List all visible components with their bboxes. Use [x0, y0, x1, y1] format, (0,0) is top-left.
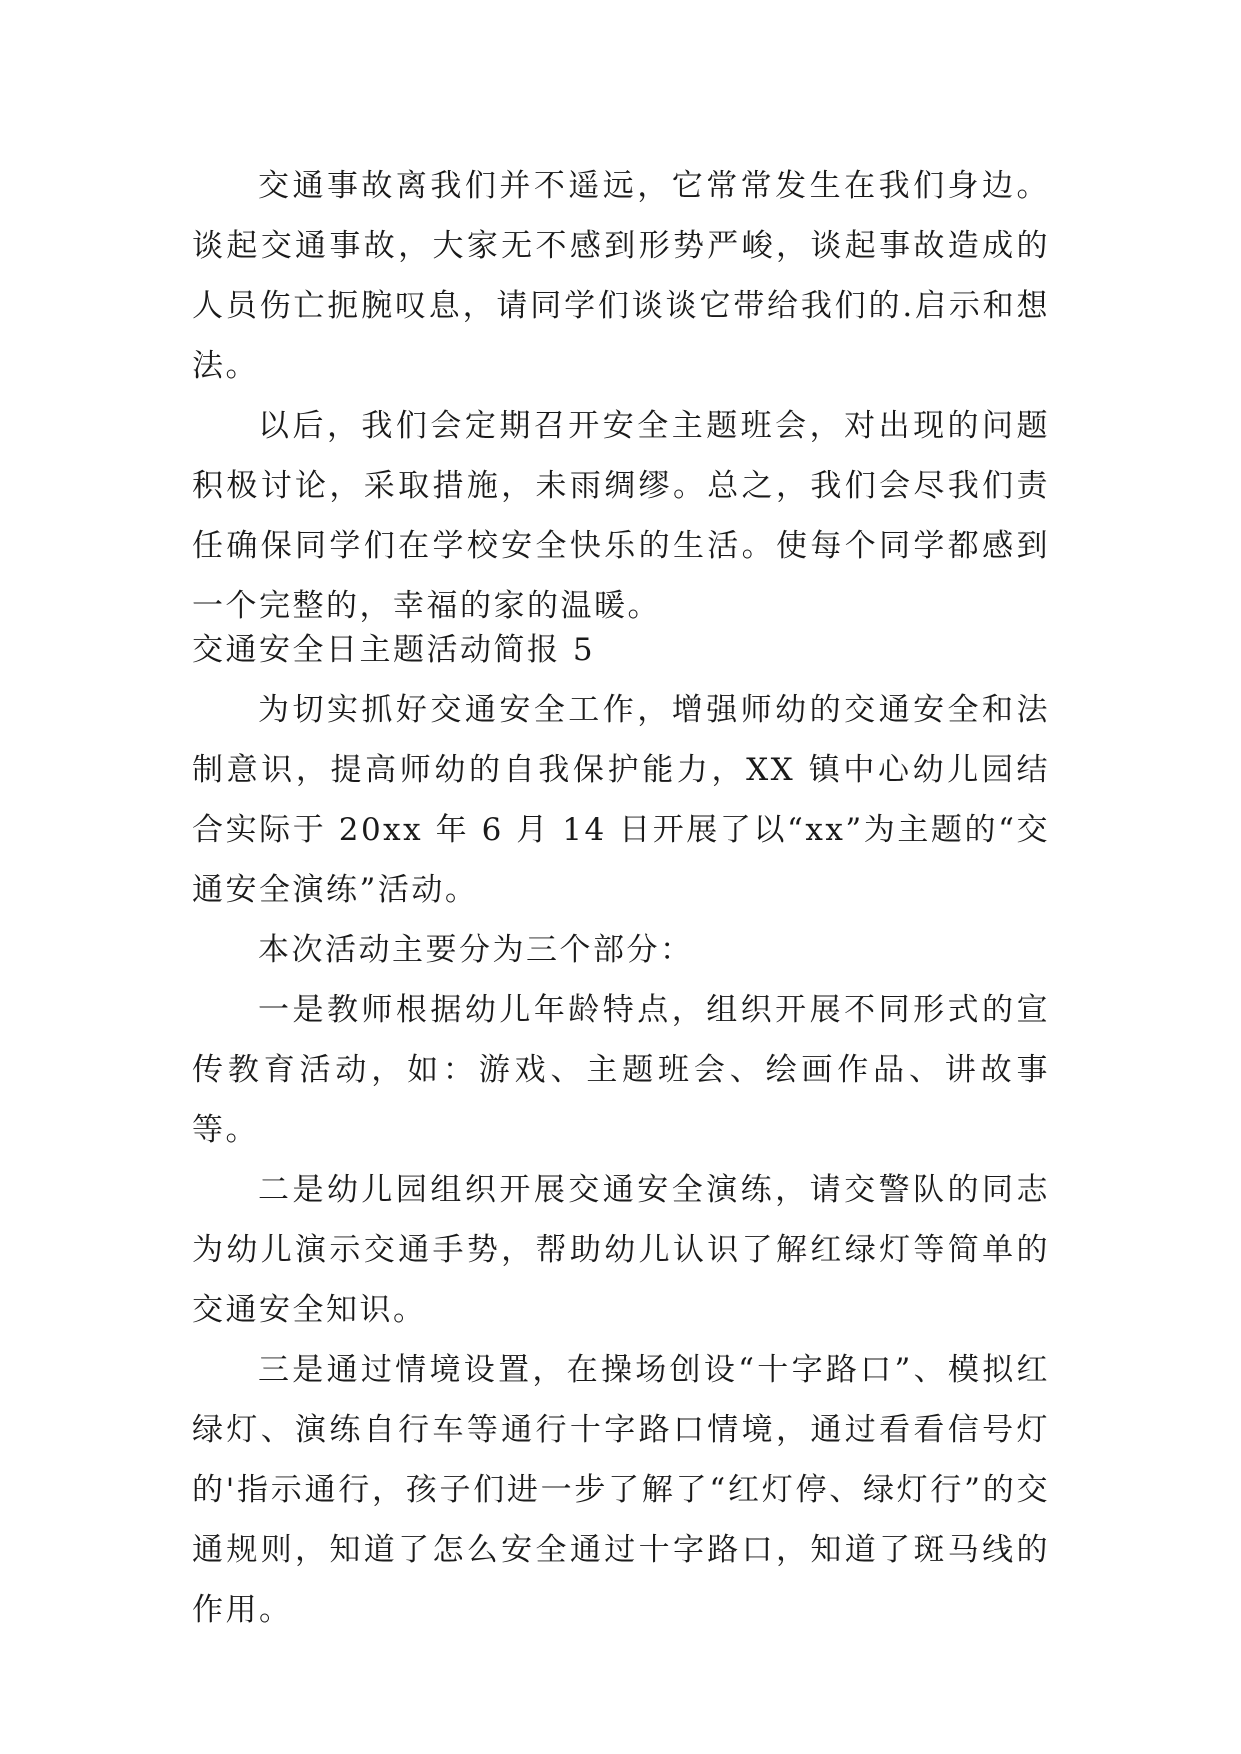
- paragraph-part-three: 三是通过情境设置，在操场创设“十字路口”、模拟红绿灯、演练自行车等通行十字路口情境，通过看看信号灯的'指示通行，孩子们进一步了解了“红灯停、绿灯行”的交通规则，知道了怎么安全通过十字路口，知道了斑马线的作用。: [192, 1352, 1050, 1628]
- section-previous-content: [192, 156, 1050, 636]
- paragraph-part-two: 二是幼儿园组织开展交通安全演练，请交警队的同志为幼儿演示交通手势，帮助幼儿认识了解红绿灯等简单的交通安全知识。: [192, 1172, 1050, 1328]
- paragraph-activity-parts: 本次活动主要分为三个部分：: [258, 932, 694, 968]
- section-traffic-safety-report-5: [192, 620, 1050, 1640]
- section-heading: 交通安全日主题活动简报 5: [192, 632, 596, 668]
- paragraph-accident-discussion: 交通事故离我们并不遥远，它常常发生在我们身边。谈起交通事故，大家无不感到形势严峻，谈起事故造成的人员伤亡扼腕叹息，请同学们谈谈它带给我们的.启示和想法。: [192, 168, 1050, 384]
- paragraph-future-plans: 以后，我们会定期召开安全主题班会，对出现的问题积极讨论，采取措施，未雨绸缪。总之，我们会尽我们责任确保同学们在学校安全快乐的生活。使每个同学都感到一个完整的，幸福的家的温暖。: [192, 408, 1050, 624]
- paragraph-part-one: 一是教师根据幼儿年龄特点，组织开展不同形式的宣传教育活动，如：游戏、主题班会、绘画作品、讲故事等。: [192, 992, 1050, 1148]
- paragraph-activity-intro: 为切实抓好交通安全工作，增强师幼的交通安全和法制意识，提高师幼的自我保护能力，XX 镇中心幼儿园结合实际于 20xx 年 6 月 14 日开展了以“xx”为主题的“交通安全演练”活动。: [192, 692, 1050, 908]
